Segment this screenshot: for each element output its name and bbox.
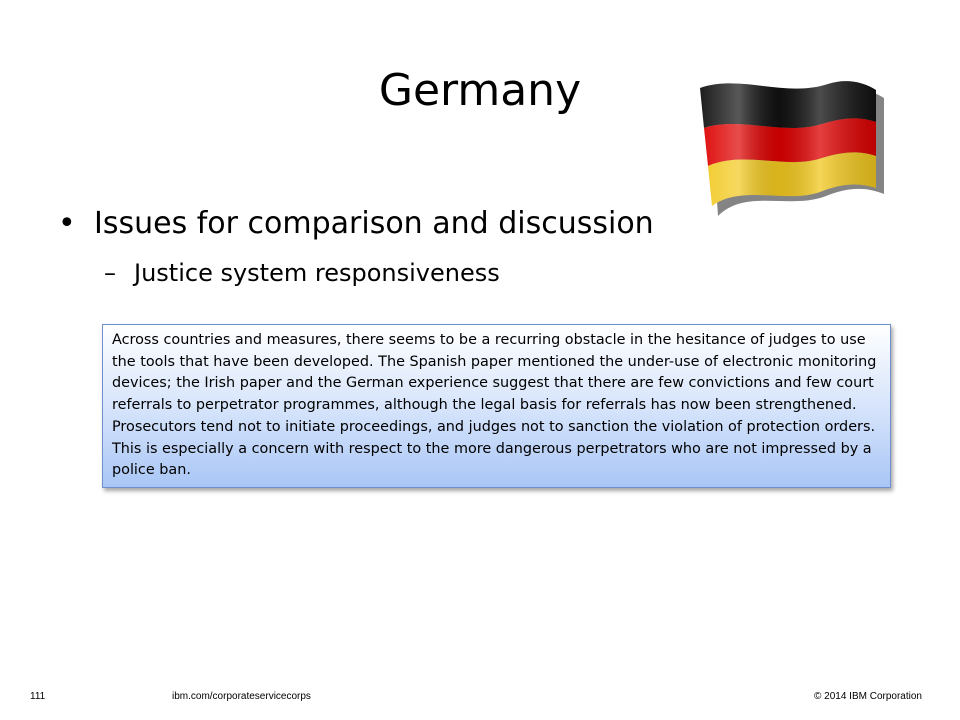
page-number: 111 bbox=[30, 691, 46, 702]
bullet-text: Issues for comparison and discussion bbox=[94, 206, 654, 241]
bullet-item bbox=[58, 204, 654, 244]
bullet-symbol: • bbox=[58, 206, 76, 241]
germany-flag-icon bbox=[694, 76, 890, 222]
slide-title: Germany bbox=[378, 65, 582, 116]
sub-bullet-text: Justice system responsiveness bbox=[134, 259, 500, 287]
sub-bullet-item bbox=[104, 256, 500, 290]
footer-url: ibm.com/corporateservicecorps bbox=[172, 691, 311, 702]
sub-bullet-symbol: – bbox=[104, 259, 116, 287]
footer-copyright: © 2014 IBM Corporation bbox=[814, 691, 922, 702]
callout-text-box: Across countries and measures, there seems to be a recurring obstacle in the hesitance of judges to use the tools that have been developed. The Spanish paper mentioned the under-use of electronic monitoring devices; the Irish paper and the German experience suggest that there are few convictions and few court referrals to perpetrator programmes, although the legal basis for referrals has now been strengthened. Prosecutors tend not to initiate proceedings, and judges not to sanction the violation of protection orders. This is especially a concern with respect to the more dangerous perpetrators who are not impressed by a police ban. bbox=[102, 324, 891, 488]
